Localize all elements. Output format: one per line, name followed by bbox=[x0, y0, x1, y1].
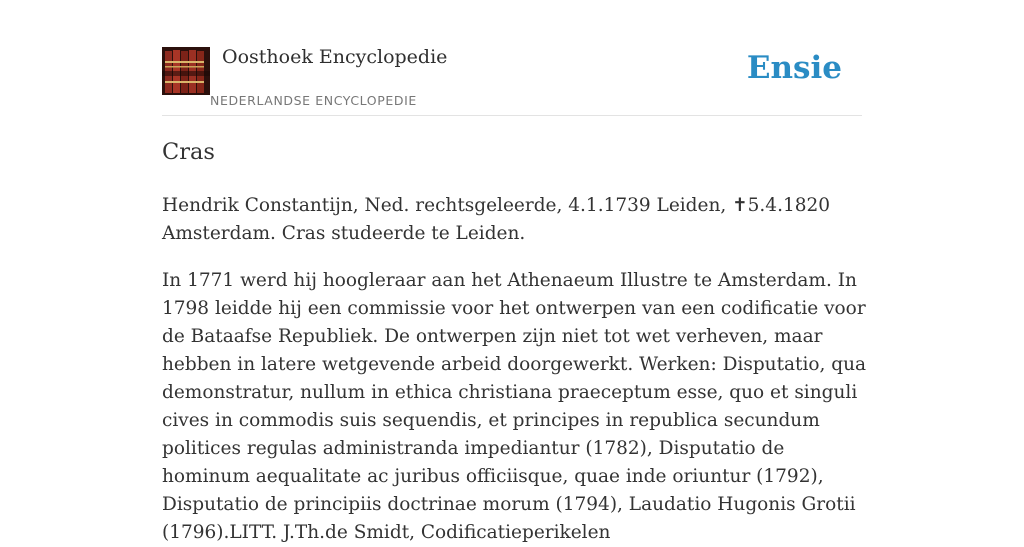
site-header bbox=[162, 44, 862, 116]
article-title: Cras bbox=[162, 139, 215, 165]
article-paragraph: In 1771 werd hij hoogleraar aan het Athenaeum Illustre te Amsterdam. In 1798 leidde hij een commissie voor het ontwerpen van een codificatie voor de Bataafse Republiek. De ontwerpen zijn niet tot wet verheven, maar hebben in latere wetgevende arbeid doorgewerkt. Werken: Disputatio, qua demonstratur, nullum in ethica christiana praeceptum esse, quo et singuli cives in commodis suis sequendis, et principes in republica secundum politices regulas administranda impediantur (1782), Disputatio de hominum aequalitate ac juribus officiisque, quae inde oriuntur (1792), Disputatio de principiis doctrinae morum (1794), Laudatio Hugonis Grotii (1796).LITT. J.Th.de Smidt, Codificatieperikelen bbox=[162, 270, 867, 543]
encyclopedia-books-icon[interactable] bbox=[162, 47, 210, 95]
site-title[interactable]: Oosthoek Encyclopedie bbox=[222, 46, 448, 68]
brand-logo[interactable]: Ensie bbox=[746, 50, 842, 86]
article-paragraph: Hendrik Constantijn, Ned. rechtsgeleerde, 4.1.1739 Leiden, ✝5.4.1820 Amsterdam. Cras studeerde te Leiden. bbox=[162, 195, 831, 244]
site-subtitle: NEDERLANDSE ENCYCLOPEDIE bbox=[210, 93, 417, 108]
